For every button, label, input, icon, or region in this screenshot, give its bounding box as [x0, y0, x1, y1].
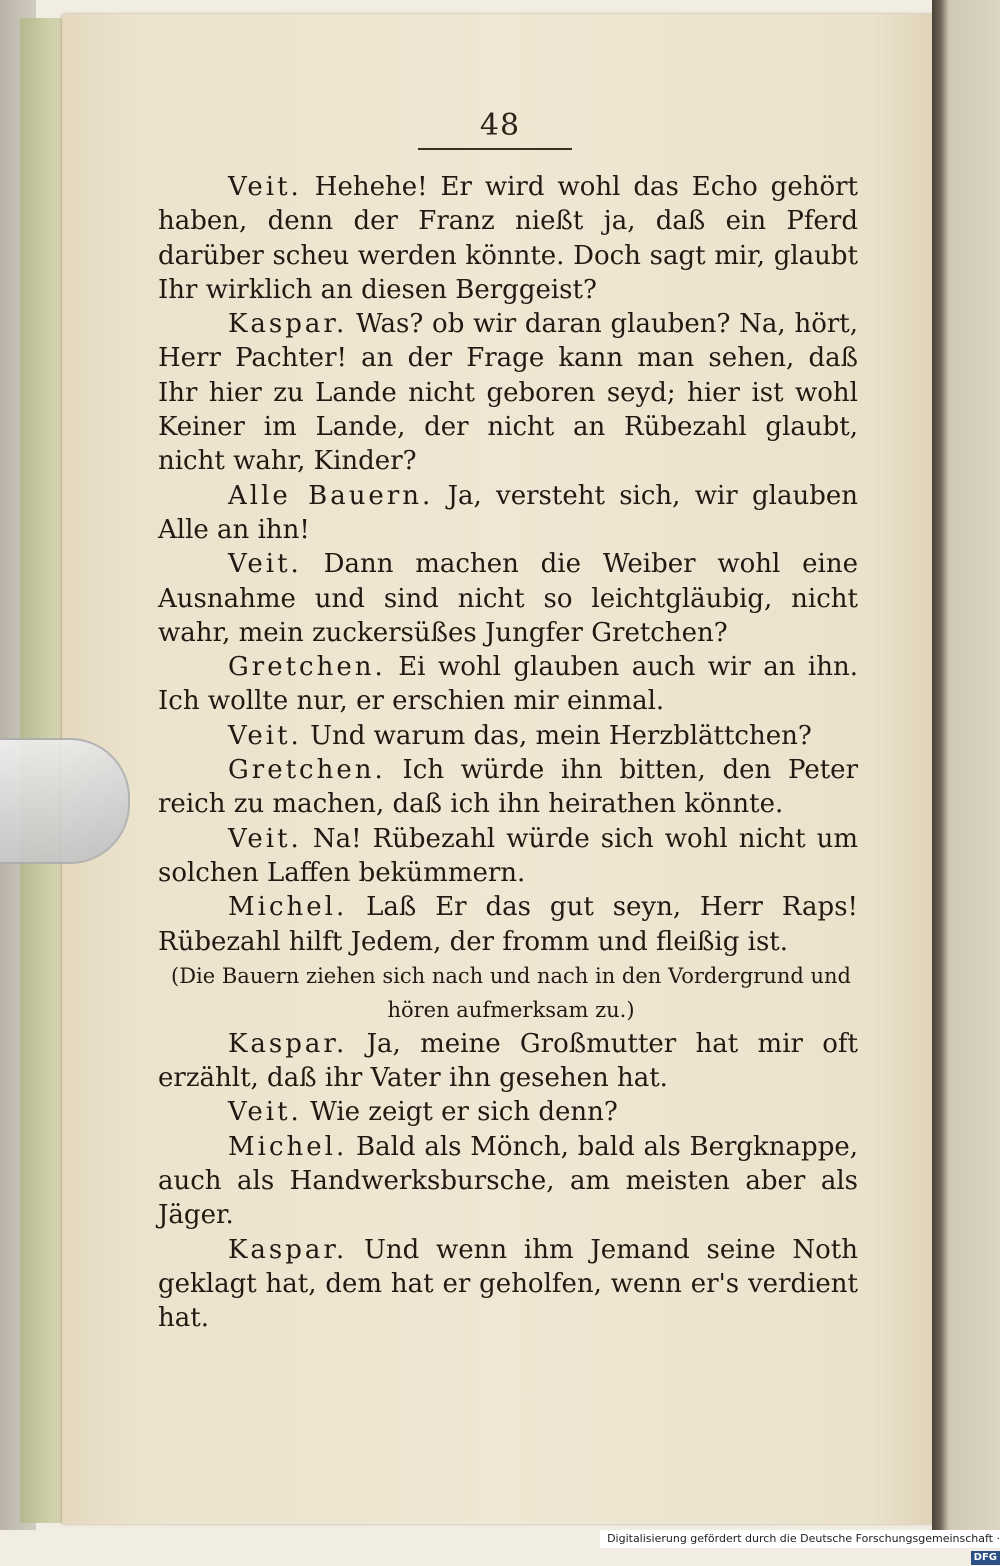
dialogue-text: Hehehe! Er wird wohl das Echo gehört haben, denn der Franz nießt ja, daß ein Pferd darüber scheu werden könnte. Doch sagt mir, glaubt Ihr wirklich an diesen Berggeist?	[158, 172, 858, 305]
speaker-name: Gretchen.	[228, 652, 386, 683]
speaker-name: Kaspar.	[228, 1028, 348, 1059]
dialogue-text: Bald als Mönch, bald als Bergknappe, auch als Handwerksbursche, am meisten aber als Jäger.	[158, 1131, 858, 1231]
dialogue-text: Laß Er das gut seyn, Herr Raps! Rübezahl hilft Jedem, der fromm und fleißig ist.	[158, 892, 858, 957]
dialogue-text: Wie zeigt er sich denn?	[310, 1097, 618, 1128]
speaker-name: Veit.	[228, 720, 302, 751]
dialogue-paragraph	[158, 753, 858, 822]
speaker-name: Michel.	[228, 892, 348, 923]
dfg-logo: DFG	[971, 1551, 1000, 1565]
dialogue-paragraph	[158, 1233, 858, 1336]
play-text	[158, 170, 858, 1336]
credit-text: Digitalisierung gefördert durch die Deutsche Forschungsgemeinschaft	[607, 1532, 993, 1545]
speaker-name: Michel.	[228, 1131, 348, 1162]
speaker-name: Veit.	[228, 823, 302, 854]
speaker-name: Gretchen.	[228, 755, 386, 786]
dialogue-paragraph	[158, 307, 858, 478]
dialogue-text: Ich würde ihn bitten, den Peter reich zu machen, daß ich ihn heirathen könnte.	[158, 755, 858, 820]
dialogue-text: Ja, meine Großmutter hat mir oft erzählt, daß ihr Vater ihn gesehen hat.	[158, 1028, 858, 1094]
page-clip	[0, 738, 130, 864]
dialogue-paragraph	[158, 822, 858, 891]
speaker-name: Veit.	[228, 1097, 302, 1128]
digitization-credit: Digitalisierung gefördert durch die Deutsche Forschungsgemeinschaft · DFG	[600, 1530, 1000, 1548]
dialogue-text: Was? ob wir daran glauben? Na, hört, Herr Pachter! an der Frage kann man sehen, daß Ihr hier zu Lande nicht geboren seyd; hier ist wohl Keiner im Lande, der nicht an Rübezahl glaubt, nicht wahr, Kinder?	[158, 309, 858, 477]
book-gutter	[932, 0, 1000, 1530]
dialogue-paragraph	[158, 1130, 858, 1233]
speaker-name: Veit.	[228, 549, 302, 580]
dialogue-paragraph	[158, 890, 858, 959]
dialogue-text: Dann machen die Weiber wohl eine Ausnahme und sind nicht so leichtgläubig, nicht wahr, mein zuckersüßes Jungfer Gretchen?	[158, 549, 859, 648]
dialogue-text: Und wenn ihm Jemand seine Noth geklagt hat, dem hat er geholfen, wenn er's verdient hat.	[158, 1234, 858, 1334]
dialogue-paragraph	[158, 170, 858, 307]
speaker-name: Veit.	[228, 172, 302, 202]
dialogue-paragraph	[158, 719, 858, 753]
dialogue-text: Ja, versteht sich, wir glauben Alle an ihn!	[158, 480, 858, 545]
dialogue-text: Na! Rübezahl würde sich wohl nicht um solchen Laffen bekümmern.	[158, 823, 858, 888]
speaker-name: Kaspar.	[228, 309, 348, 340]
dialogue-paragraph	[158, 479, 858, 548]
dialogue-text: Und warum das, mein Herzblättchen?	[310, 720, 812, 751]
dialogue-paragraph	[158, 547, 858, 650]
header-rule	[418, 148, 572, 150]
dialogue-paragraph	[158, 1027, 858, 1096]
page-number: 48	[479, 108, 521, 143]
dialogue-paragraph	[158, 1095, 858, 1129]
speaker-name: Alle Bauern.	[228, 480, 434, 511]
dialogue-text: Ei wohl glauben auch wir an ihn. Ich wollte nur, er erschien mir einmal.	[158, 652, 859, 717]
stage-direction: (Die Bauern ziehen sich nach und nach in den Vordergrund und hören aufmerksam zu.)	[171, 963, 851, 1022]
speaker-name: Kaspar.	[228, 1234, 348, 1265]
dialogue-paragraph	[158, 650, 858, 719]
